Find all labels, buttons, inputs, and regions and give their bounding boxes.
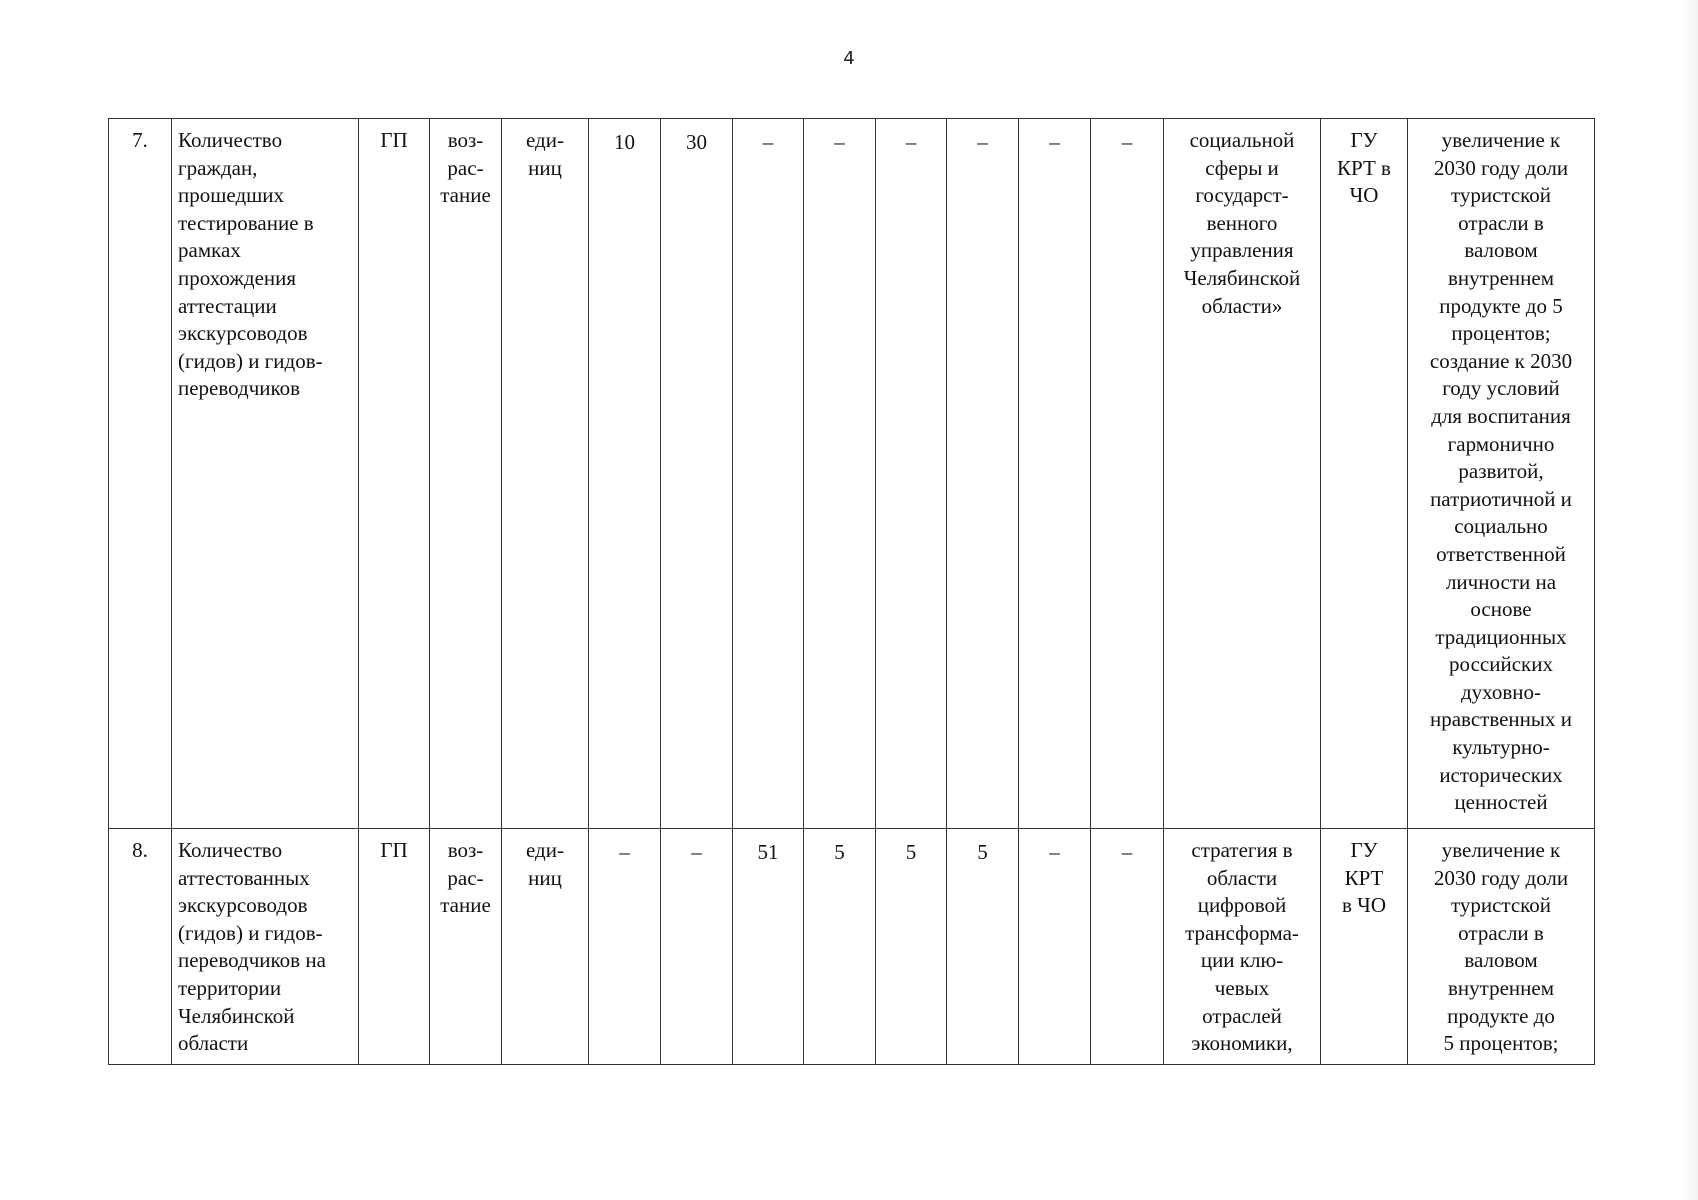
direction-line: рас- <box>447 155 484 180</box>
document-line: венного <box>1206 210 1278 235</box>
document-line: отраслей <box>1202 1003 1282 1028</box>
value-cell <box>876 119 947 829</box>
value: – <box>1049 840 1060 864</box>
indicator-type: ГП <box>380 128 408 152</box>
unit-line: ниц <box>528 155 562 180</box>
goal-line: 2030 году доли <box>1433 155 1569 180</box>
goal-line: продукте до 5 <box>1439 293 1563 318</box>
goal-line: увеличение к <box>1441 128 1561 152</box>
value: 5 <box>834 840 845 864</box>
row-number: 8. <box>132 838 148 862</box>
value: – <box>905 130 917 154</box>
indicator-type-cell <box>359 119 430 829</box>
responsible-line: в ЧО <box>1342 893 1386 918</box>
value-cell <box>947 829 1019 1065</box>
document-line: ции клю- <box>1200 948 1284 973</box>
responsible-line: ЧО <box>1349 183 1379 208</box>
indicator-name-line: экскурсоводов <box>178 893 308 918</box>
direction-line: воз- <box>447 128 484 152</box>
indicator-name-line: экскурсоводов <box>178 321 308 346</box>
responsible-cell <box>1321 829 1408 1065</box>
goal-line: патриотичной и <box>1430 486 1572 511</box>
value-cell <box>947 119 1019 829</box>
value-cell <box>1091 829 1164 1065</box>
value: – <box>1121 840 1133 864</box>
goal-line: личности на <box>1445 569 1557 594</box>
goal-line: для воспитания <box>1431 403 1571 428</box>
table-row <box>109 119 1595 829</box>
value-cell <box>804 119 876 829</box>
indicator-name-line: прохождения <box>178 265 297 290</box>
value: 5 <box>977 840 988 864</box>
unit-line: ниц <box>528 865 562 890</box>
goal-line: создание к 2030 <box>1429 348 1573 373</box>
responsible-line: ГУ <box>1350 128 1378 152</box>
indicator-name-cell <box>172 119 359 829</box>
responsible-line: КРТ в <box>1337 155 1391 180</box>
goal-line: исторических <box>1439 762 1563 787</box>
document-line: Челябинской <box>1183 265 1301 290</box>
value-cell <box>589 119 661 829</box>
indicator-name-line: (гидов) и гидов- <box>178 920 323 945</box>
indicator-name-line: аттестованных <box>178 865 310 890</box>
unit-line: еди- <box>526 838 564 862</box>
document-line: стратегия в <box>1191 838 1293 862</box>
document-line: государст- <box>1195 183 1289 208</box>
document-line: социальной <box>1189 128 1295 152</box>
goal-line: валовом <box>1464 238 1538 263</box>
goal-line: 2030 году доли <box>1433 865 1569 890</box>
goal-line: основе <box>1470 597 1532 622</box>
value-cell <box>733 829 804 1065</box>
row-number-cell <box>109 119 172 829</box>
document-line: области» <box>1201 293 1283 318</box>
goal-cell <box>1408 829 1595 1065</box>
document-line: цифровой <box>1197 893 1287 918</box>
value-cell <box>661 829 733 1065</box>
direction-line: рас- <box>447 865 484 890</box>
goal-line: культурно- <box>1452 735 1550 760</box>
indicator-name-line: области <box>178 1031 249 1056</box>
direction-line: тание <box>440 183 491 208</box>
value: – <box>1049 130 1060 154</box>
scan-edge-shadow <box>1684 0 1698 1200</box>
indicator-name-line: прошедших <box>178 183 285 208</box>
document-line: экономики, <box>1191 1031 1293 1056</box>
direction-cell <box>430 119 502 829</box>
goal-cell <box>1408 119 1595 829</box>
row-number: 7. <box>132 128 148 152</box>
indicators-table <box>108 118 1595 1065</box>
value-cell <box>876 829 947 1065</box>
document-line: управления <box>1190 238 1294 263</box>
direction-line: воз- <box>447 838 484 862</box>
document-cell <box>1164 119 1321 829</box>
value-cell <box>1091 119 1164 829</box>
document-cell <box>1164 829 1321 1065</box>
indicator-name-cell <box>172 829 359 1065</box>
goal-line: отрасли в <box>1458 920 1544 945</box>
indicator-type: ГП <box>380 838 408 862</box>
value: – <box>619 840 630 864</box>
document-line: области <box>1206 865 1278 890</box>
goal-line: социально <box>1454 514 1548 539</box>
goal-line: туристской <box>1450 893 1552 918</box>
responsible-line: КРТ <box>1344 865 1384 890</box>
goal-line: российских <box>1449 652 1553 677</box>
row-number-cell <box>109 829 172 1065</box>
responsible-cell <box>1321 119 1408 829</box>
goal-line: году условий <box>1442 376 1560 401</box>
value-cell <box>804 829 876 1065</box>
value: 30 <box>686 130 707 154</box>
goal-line: продукте до <box>1447 1003 1555 1028</box>
indicator-name-line: Челябинской <box>178 1003 295 1028</box>
document-line: сферы и <box>1205 155 1279 180</box>
indicator-name-line: переводчиков на <box>178 948 326 973</box>
value-cell <box>733 119 804 829</box>
document-line: чевых <box>1214 975 1270 1000</box>
goal-line: нравственных и <box>1429 707 1573 732</box>
goal-line: внутреннем <box>1448 265 1554 290</box>
direction-cell <box>430 829 502 1065</box>
table-row <box>109 829 1595 1065</box>
indicator-name-line: территории <box>178 975 282 1000</box>
value: 10 <box>614 130 635 154</box>
unit-line: еди- <box>526 128 564 152</box>
goal-line: ценностей <box>1454 790 1548 815</box>
indicator-type-cell <box>359 829 430 1065</box>
goal-line: традиционных <box>1435 624 1567 649</box>
goal-line: внутреннем <box>1448 975 1554 1000</box>
indicator-name-line: (гидов) и гидов- <box>178 348 323 373</box>
unit-cell <box>502 829 589 1065</box>
indicator-name-line: граждан, <box>178 155 258 180</box>
goal-line: валовом <box>1464 948 1538 973</box>
goal-line: отрасли в <box>1458 210 1544 235</box>
indicator-name-line: Количество <box>178 838 283 862</box>
table-body <box>109 119 1595 1065</box>
value: – <box>977 130 988 154</box>
direction-line: тание <box>440 893 491 918</box>
goal-line: туристской <box>1450 183 1552 208</box>
value: – <box>1121 130 1133 154</box>
value-cell <box>1019 119 1091 829</box>
page-number: 4 <box>843 48 855 69</box>
value: – <box>691 840 702 864</box>
indicator-name-line: тестирование в <box>178 210 314 235</box>
indicator-name-line: переводчиков <box>178 376 301 401</box>
indicator-name-line: аттестации <box>178 293 277 318</box>
document-line: трансформа- <box>1185 920 1299 945</box>
goal-line: ответственной <box>1436 541 1566 566</box>
responsible-line: ГУ <box>1350 838 1378 862</box>
value: – <box>834 130 845 154</box>
goal-line: гармонично <box>1447 431 1555 456</box>
value: 5 <box>905 840 917 864</box>
goal-line: духовно- <box>1460 679 1542 704</box>
value-cell <box>661 119 733 829</box>
indicator-name-line: рамках <box>178 238 241 263</box>
value: – <box>762 130 774 154</box>
value-cell <box>1019 829 1091 1065</box>
goal-line: 5 процентов; <box>1443 1031 1559 1056</box>
unit-cell <box>502 119 589 829</box>
goal-line: увеличение к <box>1441 838 1561 862</box>
goal-line: развитой, <box>1458 459 1544 484</box>
goal-line: процентов; <box>1451 321 1551 346</box>
value: 51 <box>757 840 779 864</box>
indicator-name-line: Количество <box>178 128 283 152</box>
value-cell <box>589 829 661 1065</box>
